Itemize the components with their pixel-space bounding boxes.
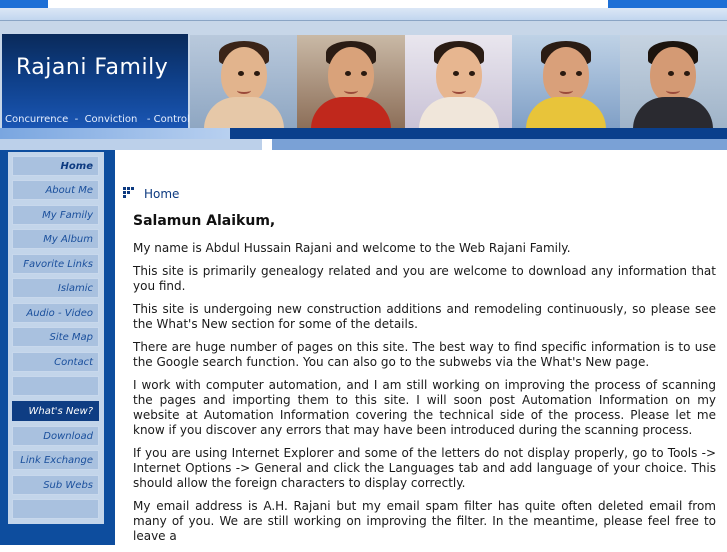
section-title: Home (144, 187, 180, 201)
nav-item-islamic[interactable]: Islamic (12, 278, 99, 298)
paragraph: This site is undergoing new construction additions and remodeling continuously, so please see the What's New section for some of the details. (133, 302, 716, 331)
body-text (133, 241, 716, 552)
nav-item-about-me[interactable]: About Me (12, 180, 99, 200)
nav-item-home[interactable]: Home (12, 156, 99, 176)
paragraph: There are huge number of pages on this site. The best way to find specific information is to use the Google search function. You can also go to the subwebs via the What's New page. (133, 340, 716, 369)
nav-item-download[interactable]: Download (12, 426, 99, 446)
header-divider (0, 128, 727, 139)
top-strip (0, 0, 727, 20)
child-photo-4 (512, 35, 619, 129)
nav-item-my-family[interactable]: My Family (12, 205, 99, 225)
header-divider-lower (0, 139, 727, 150)
nav-item-whats-new[interactable]: What's New? (12, 401, 99, 421)
greeting-heading: Salamun Alaikum, (133, 213, 276, 229)
nav-item-my-album[interactable]: My Album (12, 229, 99, 249)
child-photo-2 (297, 35, 404, 129)
paragraph: I work with computer automation, and I am still working on improving the process of scanning the pages and importing them to this site. I will soon post Automation Information on my website at Automation Information covering the technical side of the process. Please let me know if you discover any errors that may have been introduced during the scanning process. (133, 378, 716, 437)
paragraph: My name is Abdul Hussain Rajani and welcome to the Web Rajani Family. (133, 241, 571, 255)
nav-item-contact[interactable]: Contact (12, 352, 99, 372)
family-photos-banner (190, 35, 727, 129)
child-photo-1 (190, 35, 297, 129)
paragraph: My email address is A.H. Rajani but my email spam filter has quite often deleted email from many of you. We are still working on improving the filter. In the meantime, please feel free to leave a (133, 499, 716, 543)
nav-item-link-exchange[interactable]: Link Exchange (12, 450, 99, 470)
site-title: Rajani Family (16, 55, 169, 80)
child-photo-5 (620, 35, 727, 129)
site-tagline: Concurrence - Conviction - Control (5, 114, 190, 125)
nav-item-blank-1 (12, 376, 99, 396)
nav-panel (8, 152, 104, 524)
nav-item-audio-video[interactable]: Audio - Video (12, 303, 99, 323)
sidebar (0, 150, 115, 545)
nav-item-blank-2 (12, 499, 99, 519)
child-photo-3 (405, 35, 512, 129)
paragraph: This site is primarily genealogy related and you are welcome to download any information that you find. (133, 264, 716, 293)
nav-item-site-map[interactable]: Site Map (12, 327, 99, 347)
nav-item-favorite-links[interactable]: Favorite Links (12, 254, 99, 274)
nav-item-sub-webs[interactable]: Sub Webs (12, 475, 99, 495)
site-banner (0, 20, 727, 129)
paragraph: If you are using Internet Explorer and some of the letters do not display properly, go to Tools -> Internet Options -> General and click the Languages tab and add language of your choice. This should allow the foreign characters to display correctly. (133, 446, 716, 490)
main-content (115, 150, 727, 545)
grid-bullet-icon (123, 187, 134, 198)
